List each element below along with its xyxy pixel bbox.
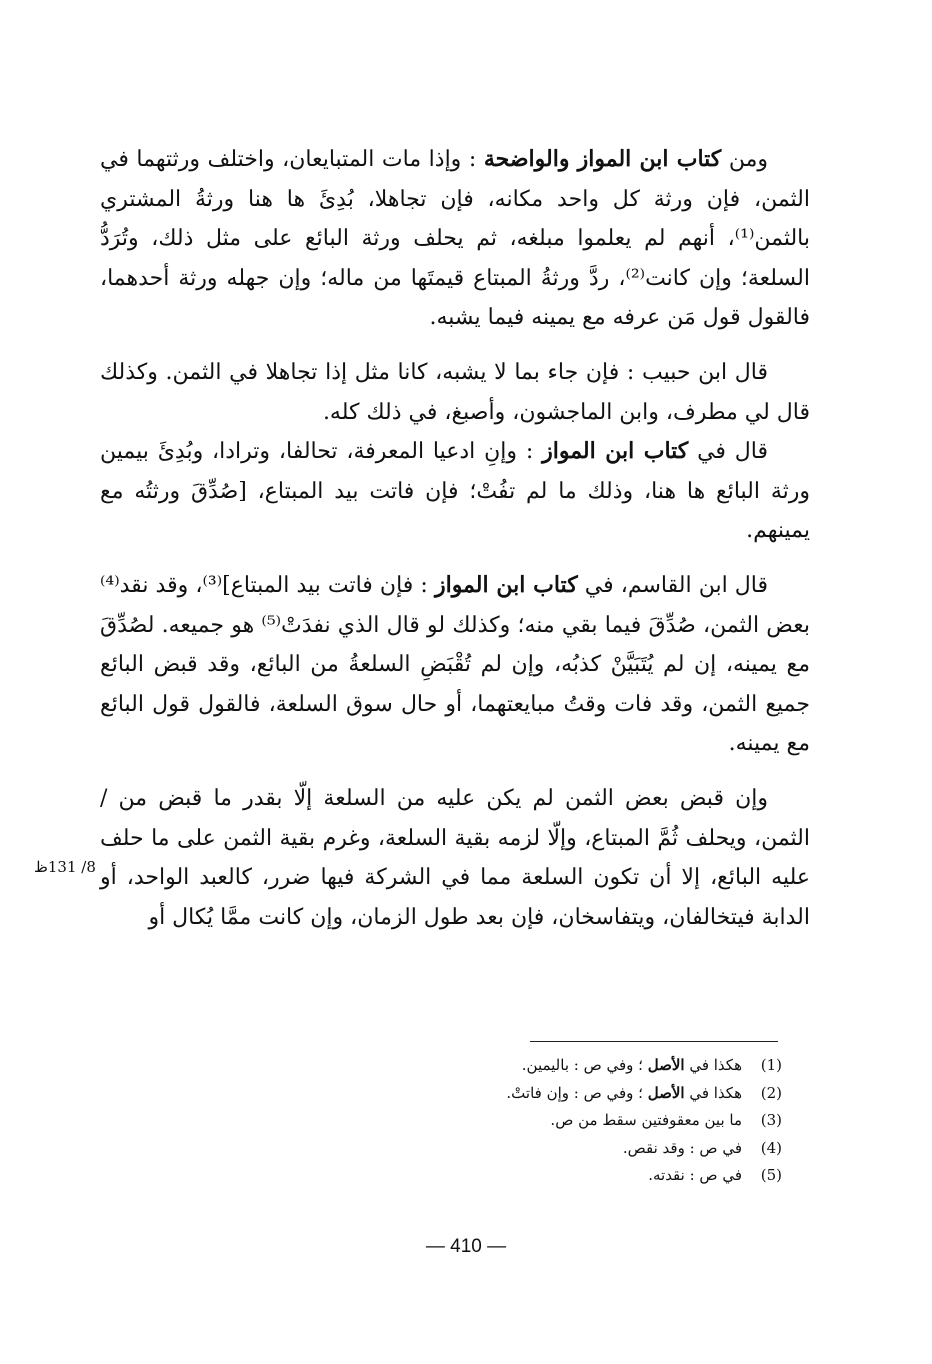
- paragraph: [100, 140, 810, 338]
- book-title-bold: كتاب ابن المواز والواضحة: [483, 146, 722, 172]
- text-run: ؛ وفي ص : باليمين.: [521, 1056, 648, 1074]
- bold-run: الأصل: [647, 1056, 685, 1074]
- text-run: : وإذا مات المتبايعان، واختلف ورثتهما في الثمن، فإن ورثة كل واحد مكانه، فإن تجاهلا، بُدِئَ ها هنا ورثةُ المشتري بالثمن⁽¹⁾، أنهم لم يعلموا مبلغه، ثم يحلف ورثة البائع على مثل ذلك، وتُرَدُّ السلعة؛ وإن كانت⁽²⁾، ردَّ ورثةُ المبتاع قيمتَها من ماله؛ وإن جهله ورثة أحدهما، فالقول قول مَن عرفه مع يمينه فيما يشبه.: [100, 147, 810, 331]
- text-run: قال ابن القاسم، في: [577, 572, 768, 598]
- footnote-separator: [530, 1041, 778, 1042]
- text-run: ومن: [721, 147, 768, 172]
- footnote-text: [282, 1052, 742, 1080]
- footnote-text: [282, 1107, 742, 1135]
- margin-manuscript-reference: 8/ 131ظ: [34, 858, 96, 876]
- footnote-number: (1): [760, 1056, 782, 1074]
- footnote-text: [282, 1080, 742, 1108]
- text-run: هكذا في: [684, 1056, 742, 1074]
- paragraph: [100, 566, 810, 764]
- footnote: [282, 1135, 782, 1163]
- footnote-number: (4): [760, 1138, 782, 1157]
- footnote: [282, 1052, 782, 1080]
- footnote-text: [282, 1162, 742, 1190]
- page-number: — 410 —: [425, 1236, 507, 1257]
- text-run: في ص : وقد نقص.: [622, 1138, 742, 1157]
- footnote-text: [282, 1135, 742, 1163]
- footnotes: [282, 1052, 782, 1190]
- paragraph: [100, 432, 810, 551]
- footnote: [282, 1107, 782, 1135]
- text-run: : فإن فاتت بيد المبتاع]⁽³⁾، وقد نقد⁽⁴⁾ بعض الثمن، صُدِّقَ فيما بقي منه؛ وكذلك لو قال الذي نفدَتْ⁽⁵⁾ هو جميعه. لصُدِّقَ مع يمينه، إن لم يُتَبَيَّنْ كذبُه، وإن لم تُقْبَضِ السلعةُ من البائع، وقد قبض البائع جميع الثمن، وقد فات وقتُ مبايعتهما، أو حال سوق السلعة، فالقول قول البائع مع يمينه.: [100, 572, 810, 757]
- text-run: : وإنِ ادعيا المعرفة، تحالفا، وترادا، وبُدِئَ بيمين ورثة البائع ها هنا، وذلك ما لم تفُتْ؛ فإن فاتت بيد المبتاع، [صُدِّقَ ورثتُه مع يمينهم.: [100, 439, 810, 544]
- text-run: هكذا في: [684, 1083, 742, 1102]
- text-run: في ص : نقدته.: [648, 1166, 742, 1184]
- footnote: [282, 1080, 782, 1108]
- footnote: [282, 1162, 782, 1190]
- footnote-number: (2): [760, 1083, 782, 1102]
- text-run: وإن قبض بعض الثمن لم يكن عليه من السلعة إلّا بقدر ما قبض من / الثمن، ويحلف ثُمَّ المبتاع، وإلّا لزمه بقية السلعة، وغرم بقية الثمن على ما حلف عليه البائع، إلا أن تكون السلعة مما في الشركة فيها ضرر، كالعبد الواحد، أو الدابة فيتخالفان، ويتفاسخان، فإن بعد طول الزمان، وإن كانت ممَّا يُكال أو: [100, 785, 810, 930]
- book-title-bold: كتاب ابن المواز: [542, 438, 689, 465]
- footnote-number: (5): [760, 1166, 782, 1184]
- bold-run: الأصل: [647, 1083, 685, 1102]
- text-run: قال ابن حبيب : فإن جاء بما لا يشبه، كانا مثل إذا تجاهلا في الثمن. وكذلك قال لي مطرف، وابن الماجشون، وأصبغ، في ذلك كله.: [100, 359, 810, 425]
- text-run: قال في: [688, 439, 768, 465]
- text-run: ما بين معقوفتين سقط من ص.: [550, 1111, 742, 1129]
- main-text: [100, 140, 810, 937]
- text-run: ؛ وفي ص : وإن فاتتْ.: [506, 1083, 648, 1102]
- book-title-bold: كتاب ابن المواز: [434, 571, 578, 598]
- paragraph: [100, 779, 810, 937]
- footnote-number: (3): [760, 1111, 782, 1129]
- paragraph: [100, 353, 810, 432]
